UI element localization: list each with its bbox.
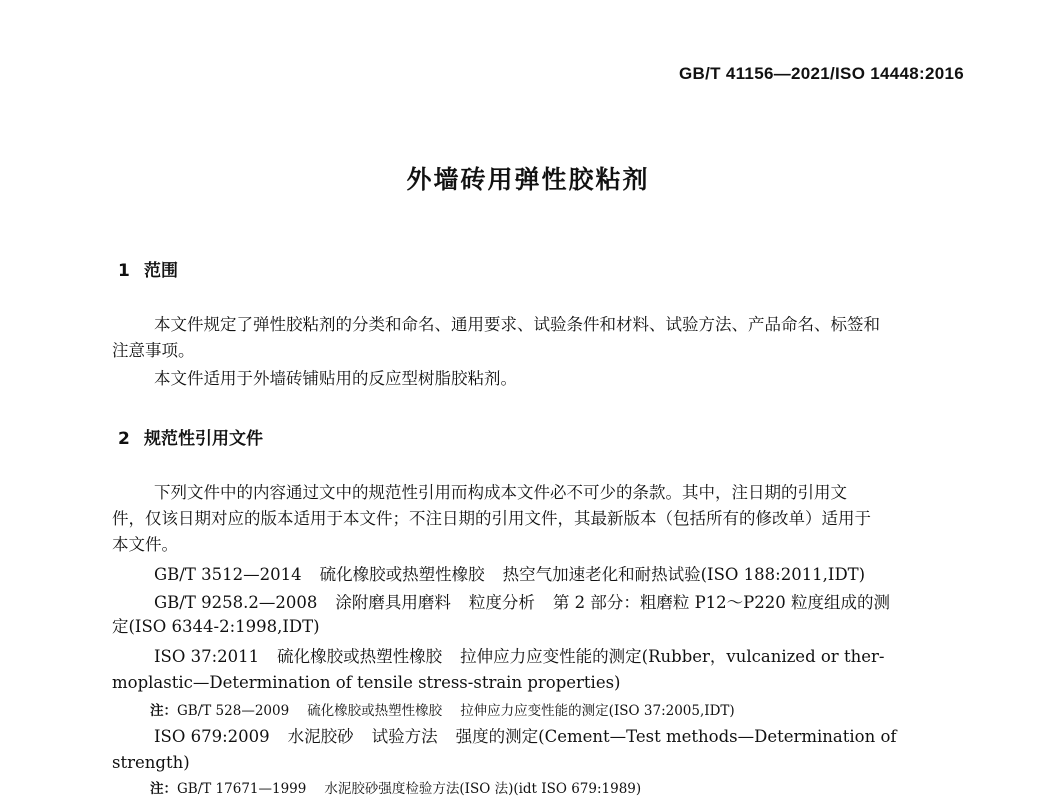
- section-title: 规范性引用文件: [144, 429, 263, 449]
- note-label: 注：: [150, 781, 177, 797]
- reference-item-continuation: moplastic—Determination of tensile stress-strain properties): [112, 673, 621, 692]
- section-number: 1: [118, 261, 130, 281]
- note-label: 注：: [150, 703, 177, 719]
- note-code: GB/T 528—2009: [177, 703, 290, 719]
- reference-item-continuation: 定(ISO 6344-2:1998,IDT): [112, 617, 320, 636]
- note-title-part: 水泥胶砂强度检验方法(ISO 法)(idt ISO 679:1989): [324, 781, 642, 797]
- normative-intro-line-2: 件，仅该日期对应的版本适用于本文件；不注日期的引用文件，其最新版本（包括所有的修改单）适用于: [112, 509, 871, 528]
- reference-code: GB/T 9258.2—2008: [154, 593, 318, 612]
- reference-title-part: 热空气加速老化和耐热试验(ISO 188:2011,IDT): [502, 565, 866, 584]
- section-title: 范围: [144, 261, 178, 281]
- reference-title-part: 强度的测定(Cement—Test methods—Determination of: [455, 727, 897, 746]
- reference-title-part: 涂附磨具用磨料: [335, 593, 451, 612]
- reference-title-part: 拉伸应力应变性能的测定(Rubber，vulcanized or ther-: [460, 647, 885, 666]
- section-number: 2: [118, 429, 130, 449]
- section-1-heading: [118, 256, 178, 281]
- reference-note: [150, 698, 1002, 724]
- scope-paragraph-1-line-1: 本文件规定了弹性胶粘剂的分类和命名、通用要求、试验条件和材料、试验方法、产品命名、标签和: [154, 315, 880, 334]
- section-2-heading: [118, 424, 263, 449]
- note-code: GB/T 17671—1999: [177, 781, 307, 797]
- reference-item-continuation: strength): [112, 753, 190, 772]
- reference-code: GB/T 3512—2014: [154, 565, 302, 584]
- reference-title-part: 水泥胶砂: [287, 727, 354, 746]
- reference-title-part: 硫化橡胶或热塑性橡胶: [277, 647, 443, 666]
- note-title-part: 拉伸应力应变性能的测定(ISO 37:2005,IDT): [460, 703, 735, 719]
- reference-item: [154, 562, 964, 588]
- standard-code: GB/T 41156—2021/ISO 14448:2016: [679, 64, 964, 83]
- normative-intro-line-3: 本文件。: [112, 535, 178, 554]
- note-title-part: 硫化橡胶或热塑性橡胶: [307, 703, 443, 719]
- scope-paragraph-1-line-2: 注意事项。: [112, 341, 195, 360]
- reference-note: [150, 776, 1002, 802]
- reference-title-part: 试验方法: [371, 727, 438, 746]
- document-title: 外墙砖用弹性胶粘剂: [406, 165, 650, 194]
- reference-title-part: 硫化橡胶或热塑性橡胶: [319, 565, 485, 584]
- reference-item: [154, 590, 964, 616]
- reference-title-part: 粒度分析: [468, 593, 535, 612]
- reference-code: ISO 679:2009: [154, 727, 270, 746]
- reference-code: ISO 37:2011: [154, 647, 260, 666]
- reference-item: [154, 724, 964, 750]
- scope-paragraph-2: 本文件适用于外墙砖铺贴用的反应型树脂胶粘剂。: [154, 369, 517, 388]
- reference-title-part: 第 2 部分：粗磨粒 P12～P220 粒度组成的测: [552, 593, 891, 612]
- reference-item: [154, 644, 964, 670]
- normative-intro-line-1: 下列文件中的内容通过文中的规范性引用而构成本文件必不可少的条款。其中，注日期的引用文: [154, 483, 847, 502]
